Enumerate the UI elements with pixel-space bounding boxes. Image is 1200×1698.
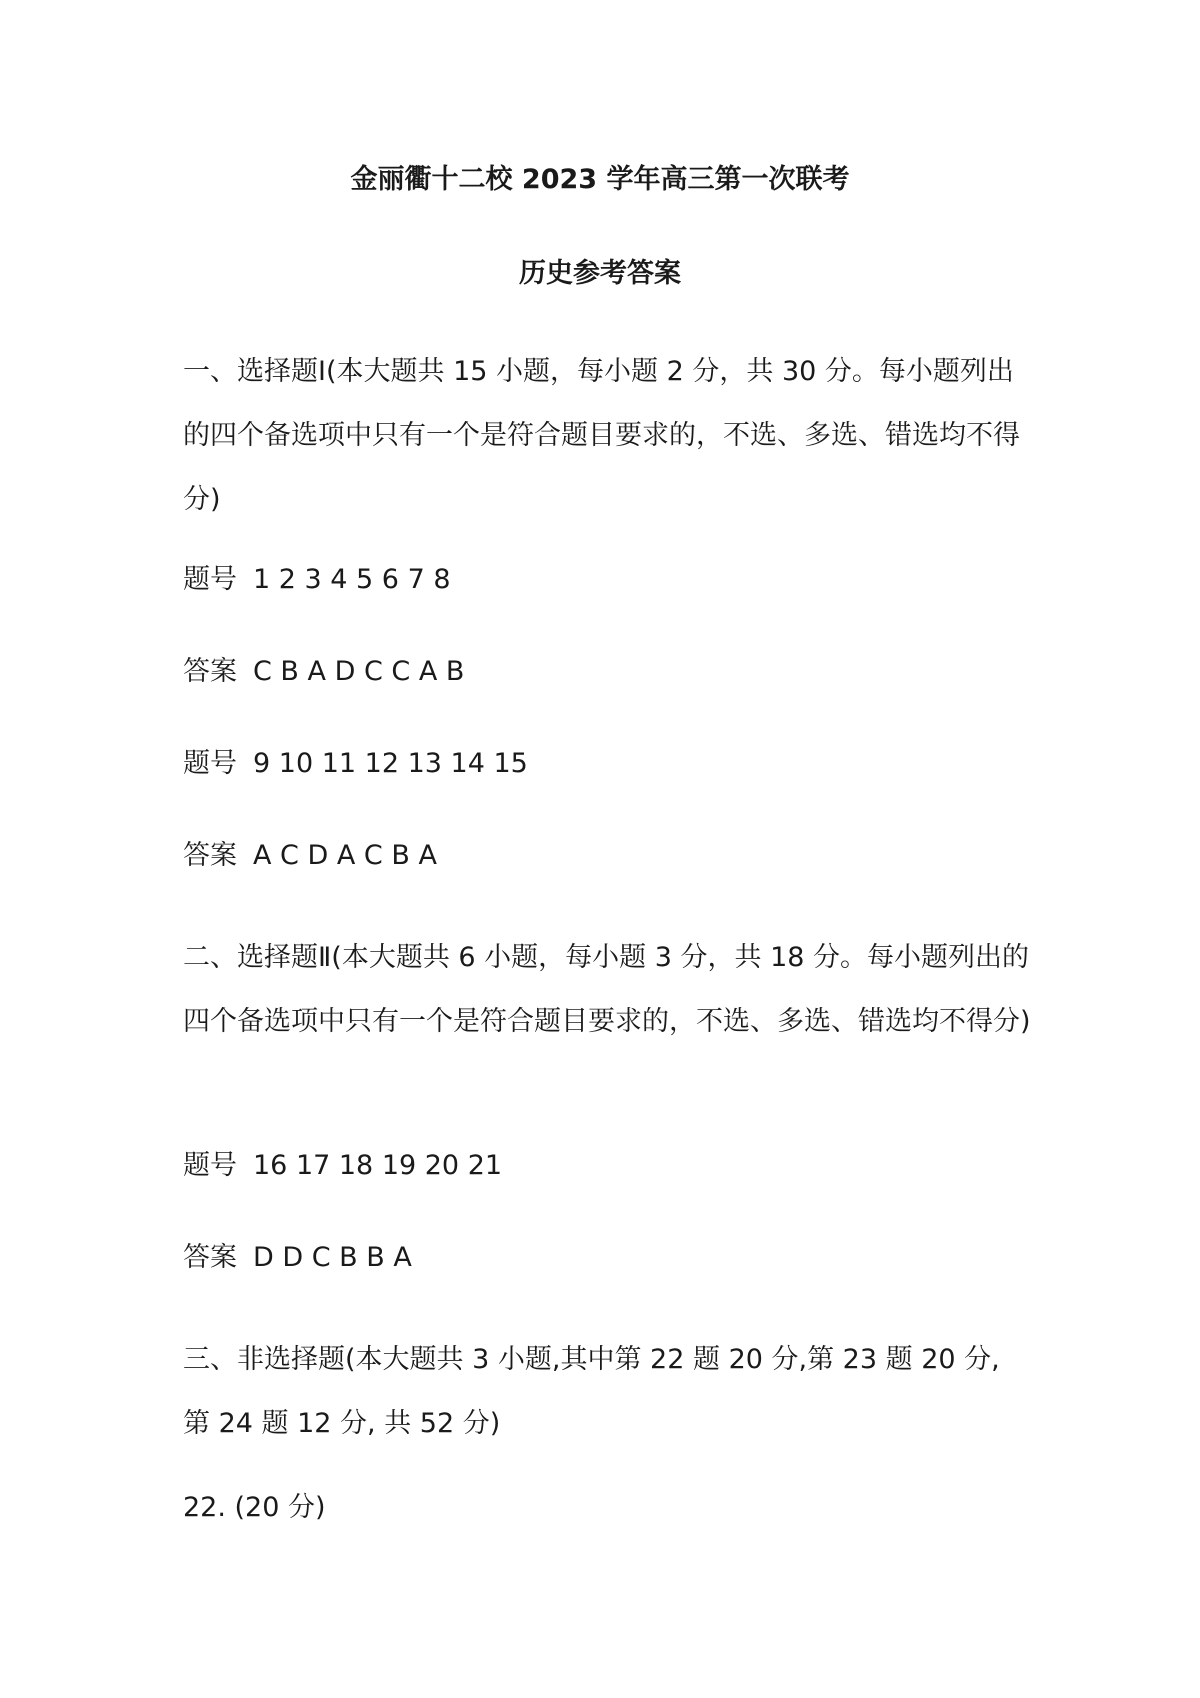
question-22-heading: 22. (20 分): [183, 1492, 326, 1523]
row-values: D D C B B A: [253, 1242, 412, 1273]
row-label: 答案: [183, 656, 237, 687]
section2-heading: 二、选择题Ⅱ(本大题共 6 小题，每小题 3 分，共 18 分。每小题列出的四个备选项中只有一个是符合题目要求的，不选、多选、错选均不得分): [183, 942, 1031, 1037]
row-values: 9 10 11 12 13 14 15: [253, 748, 528, 779]
section1-row-question-numbers-1: [183, 560, 451, 600]
row-label: 题号: [183, 748, 237, 779]
row-label: 答案: [183, 840, 237, 871]
section1-row-question-numbers-2: [183, 744, 528, 784]
row-label: 题号: [183, 564, 237, 595]
row-values: C B A D C C A B: [253, 656, 465, 687]
section1-row-answers-2: [183, 836, 437, 876]
section2-row-question-numbers: [183, 1146, 502, 1186]
section3-heading: 三、非选择题(本大题共 3 小题,其中第 22 题 20 分,第 23 题 20 分, 第 24 题 12 分, 共 52 分): [183, 1344, 1000, 1439]
document-title: 金丽衢十二校 2023 学年高三第一次联考: [350, 164, 850, 195]
section1-heading: 一、选择题Ⅰ(本大题共 15 小题，每小题 2 分，共 30 分。每小题列出的四个备选项中只有一个是符合题目要求的，不选、多选、错选均不得分): [183, 356, 1020, 515]
document-subtitle: 历史参考答案: [519, 258, 681, 289]
row-label: 题号: [183, 1150, 237, 1181]
section2-row-answers: [183, 1238, 412, 1278]
row-values: 16 17 18 19 20 21: [253, 1150, 503, 1181]
row-values: A C D A C B A: [253, 840, 437, 871]
row-label: 答案: [183, 1242, 237, 1273]
row-values: 1 2 3 4 5 6 7 8: [253, 564, 451, 595]
section1-row-answers-1: [183, 652, 464, 692]
